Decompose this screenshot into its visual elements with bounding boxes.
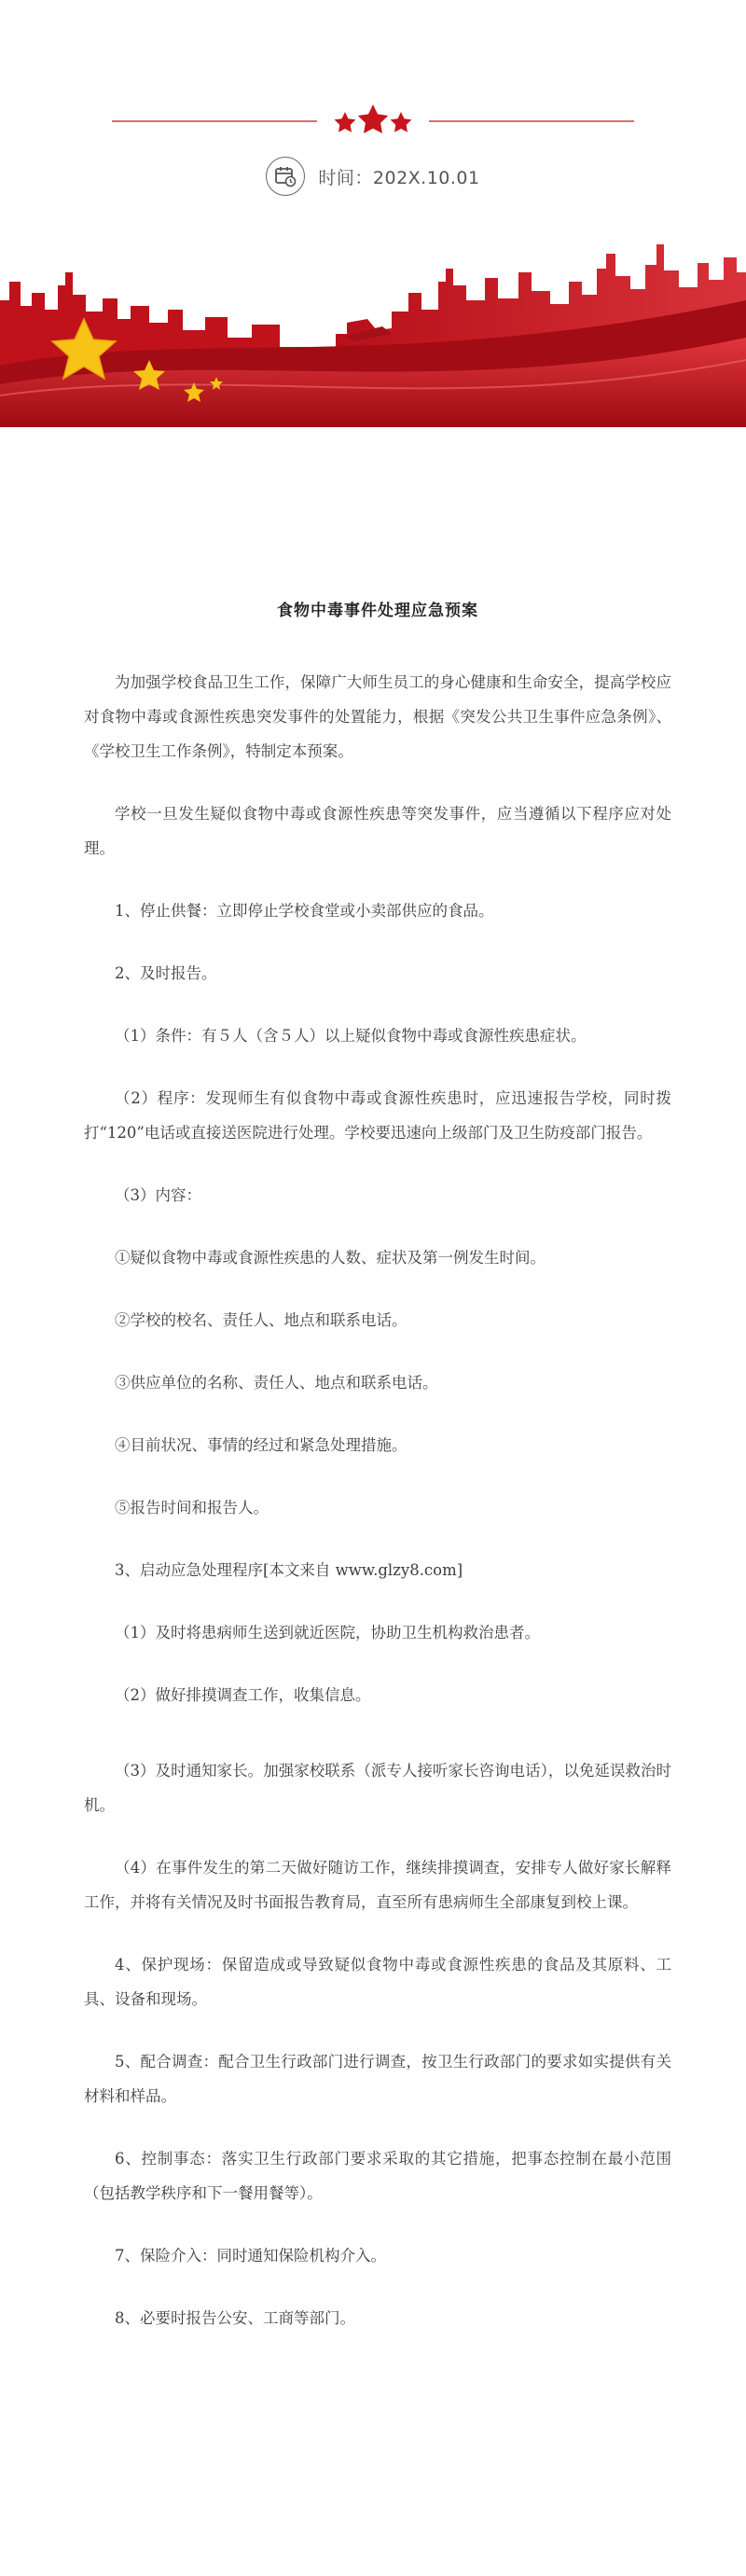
paragraph: 学校一旦发生疑似食物中毒或食源性疾患等突发事件，应当遵循以下程序应对处理。 xyxy=(84,805,671,857)
paragraph: （2）程序：发现师生有似食物中毒或食源性疾患时，应迅速报告学校，同时拨打“120”电话或直接送医院进行处理。学校要迅速向上级部门及卫生防疫部门报告。 xyxy=(84,1089,671,1142)
paragraph: ⑤报告时间和报告人。 xyxy=(115,1499,269,1517)
paragraph: 1、停止供餐：立即停止学校食堂或小卖部供应的食品。 xyxy=(115,902,494,920)
paragraph: 6、控制事态：落实卫生行政部门要求采取的其它措施，把事态控制在最小范围（包括教学秩序和下一餐用餐等）。 xyxy=(84,2150,671,2202)
paragraph: （4）在事件发生的第二天做好随访工作，继续排摸调查，安排专人做好家长解释工作，并将有关情况及时书面报告教育局，直至所有患病师生全部康复到校上课。 xyxy=(84,1859,671,1911)
paragraph: 2、及时报告。 xyxy=(115,964,217,982)
paragraph: ②学校的校名、责任人、地点和联系电话。 xyxy=(115,1311,408,1329)
header-decoration xyxy=(0,0,746,429)
red-skyline-banner xyxy=(0,244,746,427)
date-row xyxy=(0,155,746,198)
paragraph: 4、保护现场：保留造成或导致疑似食物中毒或食源性疾患的食品及其原料、工具、设备和现场。 xyxy=(84,1956,671,2008)
paragraph: ③供应单位的名称、责任人、地点和联系电话。 xyxy=(115,1374,438,1392)
paragraph: 为加强学校食品卫生工作，保障广大师生员工的身心健康和生命安全，提高学校应对食物中毒或食源性疾患突发事件的处置能力，根据《突发公共卫生事件应急条例》、《学校卫生工作条例》，特制定本预案。 xyxy=(84,673,671,760)
red-star-icon xyxy=(335,112,356,132)
star-divider xyxy=(112,101,634,142)
paragraph: ④目前状况、事情的经过和紧急处理措施。 xyxy=(115,1436,408,1454)
document-title: 食物中毒事件处理应急预案 xyxy=(277,602,478,620)
document-body xyxy=(84,597,671,2363)
paragraph: （1）及时将患病师生送到就近医院，协助卫生机构救治患者。 xyxy=(115,1624,540,1641)
paragraph: 3、启动应急处理程序[本文来自 www.glzy8.com] xyxy=(115,1561,463,1579)
paragraph: （1）条件：有５人（含５人）以上疑似食物中毒或食源性疾患症状。 xyxy=(115,1027,587,1045)
paragraph: （2）做好排摸调查工作，收集信息。 xyxy=(115,1686,371,1704)
paragraph: ①疑似食物中毒或食源性疾患的人数、症状及第一例发生时间。 xyxy=(115,1249,546,1267)
date-label: 时间：202X.10.01 xyxy=(318,167,480,188)
paragraph: 5、配合调查：配合卫生行政部门进行调查，按卫生行政部门的要求如实提供有关材料和样品。 xyxy=(84,2053,671,2105)
paragraph: 7、保险介入：同时通知保险机构介入。 xyxy=(115,2247,386,2264)
paragraph: （3）内容： xyxy=(115,1186,201,1204)
paragraph: 8、必要时报告公安、工商等部门。 xyxy=(115,2309,355,2327)
red-star-icon xyxy=(358,104,388,133)
calendar-clock-icon xyxy=(266,157,305,196)
red-star-icon xyxy=(391,112,412,132)
paragraph: （3）及时通知家长。加强家校联系（派专人接听家长咨询电话），以免延误救治时机。 xyxy=(84,1762,671,1814)
